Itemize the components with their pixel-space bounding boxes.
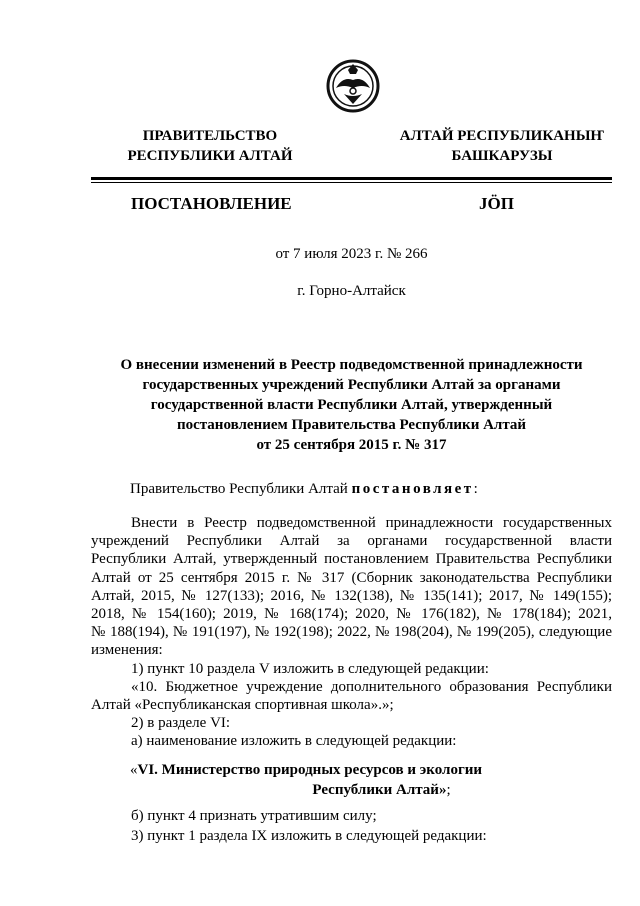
issuer-ru-line2: РЕСПУБЛИКИ АЛТАЙ bbox=[127, 148, 293, 164]
open-quote: « bbox=[130, 762, 138, 778]
title-line: от 25 сентября 2015 г. № 317 bbox=[256, 437, 447, 453]
tail-line: б) пункт 4 признать утратившим силу; bbox=[131, 808, 377, 824]
title-line: постановлением Правительства Республики Алтай bbox=[176, 417, 527, 433]
header-divider-thick bbox=[91, 177, 612, 180]
body-line: Алтай, 2015, № 127(133); 2016, № 132(138), № 135(141); 2017, № 149(155); bbox=[91, 587, 612, 604]
body-line: № 188(194), № 191(197), № 192(198); 2022, № 198(204), № 199(205), следующие bbox=[91, 624, 612, 641]
tail-line: 3) пункт 1 раздела IX изложить в следующей редакции: bbox=[131, 828, 487, 844]
body-line: изменения: bbox=[91, 642, 163, 659]
doc-type-russian: ПОСТАНОВЛЕНИЕ bbox=[131, 194, 292, 213]
section-heading-close: ; bbox=[446, 782, 451, 798]
body-line: 2018, № 154(160); 2019, № 168(174); 2020, № 176(182), № 178(184); 2021, bbox=[91, 606, 612, 623]
issuer-header-altai bbox=[392, 126, 612, 166]
issuer-header-russian bbox=[110, 126, 310, 166]
coat-of-arms-emblem bbox=[326, 58, 380, 114]
resolution-tail bbox=[131, 806, 612, 846]
issuer-ru-line1: ПРАВИТЕЛЬСТВО bbox=[142, 128, 278, 144]
body-line: 1) пункт 10 раздела V изложить в следующей редакции: bbox=[131, 660, 489, 677]
body-line: учреждений Республики Алтай за органами государственной власти bbox=[91, 533, 612, 550]
body-line: Алтай от 25 сентября 2015 г. № 317 (Сборник законодательства Республики bbox=[91, 569, 612, 586]
document-city: г. Горно-Алтайск bbox=[297, 283, 406, 299]
intro-suffix: : bbox=[473, 481, 478, 497]
intro-emphasis: постановляет bbox=[351, 481, 474, 497]
title-line: государственной власти Республики Алтай, утвержденный bbox=[150, 397, 553, 413]
body-line: Внести в Реестр подведомственной принадлежности государственных bbox=[131, 515, 612, 531]
issuer-alt-line1: АЛТАЙ РЕСПУБЛИКАНЫҤ bbox=[399, 128, 605, 144]
doc-type-altai: JӦП bbox=[479, 194, 514, 213]
body-line: 2) в разделе VI: bbox=[131, 715, 231, 732]
resolution-body bbox=[91, 514, 612, 751]
body-line: а) наименование изложить в следующей редакции: bbox=[131, 733, 457, 750]
issuer-alt-line2: БАШКАРУЗЫ bbox=[451, 148, 553, 164]
title-line: О внесении изменений в Реестр подведомственной принадлежности bbox=[120, 357, 583, 373]
body-line: «10. Бюджетное учреждение дополнительного образования Республики bbox=[131, 678, 612, 695]
section-heading-quote bbox=[91, 760, 612, 800]
body-line: Республики Алтай, утвержденный постановлением Правительства Республики bbox=[91, 551, 612, 568]
intro-prefix: Правительство Республики Алтай bbox=[130, 481, 348, 497]
document-title bbox=[91, 355, 612, 455]
section-heading-line1: VI. Министерство природных ресурсов и экологии bbox=[137, 762, 483, 778]
resolution-intro bbox=[130, 481, 478, 498]
title-line: государственных учреждений Республики Алтай за органами bbox=[142, 377, 561, 393]
section-heading-line2: Республики Алтай» bbox=[312, 782, 447, 798]
document-date-number: от 7 июля 2023 г. № 266 bbox=[275, 246, 428, 262]
header-divider-thin bbox=[91, 182, 612, 183]
body-line: Алтай «Республиканская спортивная школа».»; bbox=[91, 697, 394, 714]
